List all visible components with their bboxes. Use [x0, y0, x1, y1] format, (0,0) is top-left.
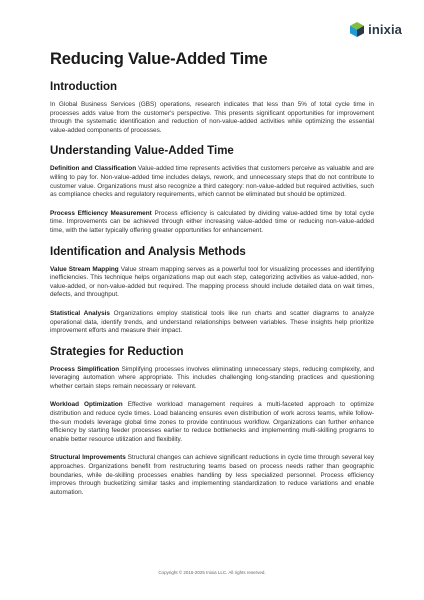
section-heading: Identification and Analysis Methods [50, 245, 246, 258]
paragraph-lead: Structural Improvements [50, 454, 126, 462]
section-introduction [50, 81, 374, 135]
paragraph-text: Process efficiency is calculated by dividing value-added time by total cycle time. Improvements can be achieved through either increasing value-added time or reducing non-value-added time, with the latter typically offering greater opportunities for enhancement. [50, 209, 374, 234]
section-identification [50, 246, 374, 336]
paragraph [50, 310, 374, 336]
paragraph [50, 101, 374, 135]
paragraph-text: Organizations employ statistical tools like run charts and scatter diagrams to analyze operational data, identify trends, and understand relationships between variables. These insights help prioritize improvement efforts and measure their impact. [50, 309, 374, 335]
paragraph [50, 165, 374, 199]
paragraph [50, 454, 374, 497]
section-heading: Understanding Value-Added Time [50, 145, 234, 158]
paragraph-lead: Value Stream Mapping [50, 265, 119, 273]
logo-text: inixia [368, 22, 402, 37]
paragraph-lead: Process Efficiency Measurement [50, 209, 152, 217]
paragraph-lead: Workload Optimization [50, 401, 123, 409]
paragraph-lead: Definition and Classification [50, 165, 137, 173]
paragraph [50, 266, 374, 300]
paragraph-text: Value-added time represents activities that customers perceive as valuable and are willing to pay for. Non-value-added time includes delays, rework, and unnecessary steps that do not contribute to customer value. Organizations must also recognize a third category: non-value-added but required activities, such as compliance checks and regulatory requirements, which cannot be eliminated but should be optimized. [50, 165, 374, 199]
section-understanding [50, 145, 374, 235]
paragraph [50, 366, 374, 392]
section-strategies [50, 346, 374, 498]
section-heading: Strategies for Reduction [50, 345, 184, 358]
paragraph-text: In Global Business Services (GBS) operations, research indicates that less than 5% of total cycle time in processes adds value from the customer's perspective. This presents significant opportunities for improvement through the systematic identification and reduction of non-value-added activities while optimizing the essential value-added components of processes. [50, 101, 374, 134]
paragraph-lead: Statistical Analysis [50, 309, 110, 317]
inixia-cube-logo-icon [350, 22, 364, 37]
paragraph-text: Effective workload management requires a multi-faceted approach to optimize distribution and reduce cycle times. Load balancing ensures even distribution of work across teams, while follow-the-sun models leverage global time zones to provide continuous workflow. Organizations can further enhance efficiency by starting feeder processes earlier to reduce bottlenecks and implementing multi-skilling programs to enable better resource utilization and flexibility. [50, 401, 374, 443]
copyright-footer: Copyright © 2016-2025 Inixia LLC. All rights reserved. [158, 570, 266, 575]
paragraph [50, 210, 374, 236]
paragraph-text: Value stream mapping serves as a powerful tool for visualizing processes and identifying inefficiencies. This technique helps organizations map out each step, categorizing activities as value-added, non-value-added, or non-value-added but required. The mapping process should include detailed data on wait times, defects, and throughput. [50, 265, 374, 299]
document-page [50, 50, 374, 507]
paragraph-lead: Process Simplification [50, 365, 120, 373]
paragraph-text: Simplifying processes involves eliminating unnecessary steps, reducing complexity, and leveraging automation where appropriate. This includes challenging long-standing practices and questioning whether certain steps remain necessary or relevant. [50, 365, 375, 390]
section-heading: Introduction [50, 81, 118, 93]
document-title: Reducing Value-Added Time [50, 50, 268, 68]
brand-logo [350, 22, 402, 37]
paragraph-text: Structural changes can achieve significant reductions in cycle time through several key approaches. Organizations benefit from restructuring teams based on process needs rather than geographic boundaries, while de-skilling processes enables handling by less specialized personnel. Process efficiency improves through bucketizing similar tasks and implementing standardization to reduce variations and enable automation. [50, 454, 374, 496]
paragraph [50, 401, 374, 444]
